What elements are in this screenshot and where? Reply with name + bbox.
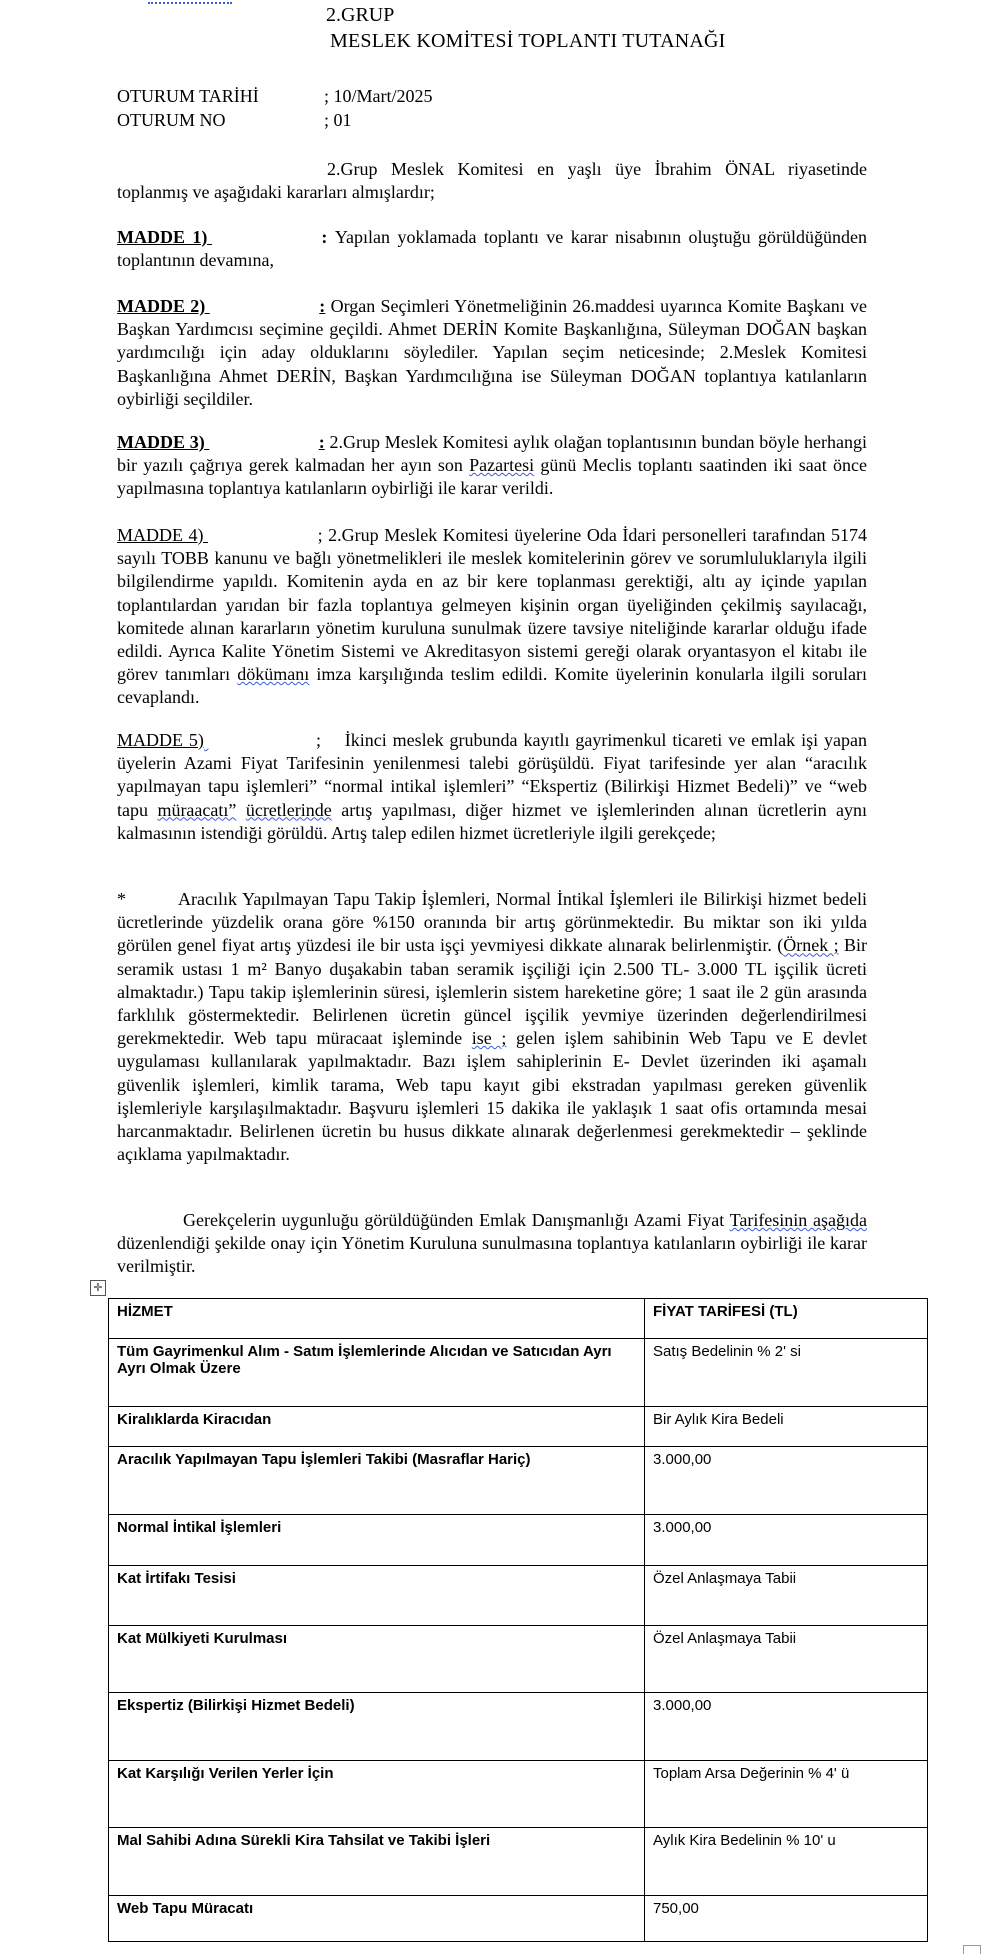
service-cell: Ekspertiz (Bilirkişi Hizmet Bedeli) (109, 1693, 645, 1761)
group-title: 2.GRUP (326, 4, 395, 26)
service-cell: Mal Sahibi Adına Sürekli Kira Tahsilat ve Takibi İşleri (109, 1828, 645, 1896)
spell-mark (148, 0, 232, 4)
session-no-value: ; 01 (324, 110, 352, 130)
fee-cell: 750,00 (645, 1896, 928, 1942)
session-no-row (117, 109, 352, 131)
madde-3: MADDE 3) : 2.Grup Meslek Komitesi aylık olağan toplantısının bundan böyle herhangi bir yazılı çağrıya gerek kalmadan her ayın son Pazartesi günü Meclis toplantı saatinden iki saat önce yapılmasına toplantıya katılanların oybirliği ile karar verildi. (117, 432, 867, 499)
service-cell: Kat Karşılığı Verilen Yerler İçin (109, 1761, 645, 1828)
madde-2-text: Organ Seçimleri Yönetmeliğinin 26.maddesi uyarınca Komite Başkanı ve Başkan Yardımcısı seçimine geçildi. Ahmet DERİN Komite Başkanlığına, Süleyman DOĞAN başkan yardımcılığı için aday olduklarını söylediler. Yapılan seçim neticesinde; 2.Meslek Komitesi Başkanlığına Ahmet DERİN, Başkan Yardımcılığına ise Süleyman DOĞAN toplantıya katılanların oybirliği seçildiler. (117, 296, 867, 409)
madde-3-label: MADDE 3) (117, 432, 205, 452)
fee-cell: 3.000,00 (645, 1515, 928, 1566)
session-date-label: OTURUM TARİHİ (117, 86, 259, 106)
table-row (109, 1693, 928, 1761)
fee-cell: 3.000,00 (645, 1693, 928, 1761)
justification-bullet: * Aracılık Yapılmayan Tapu Takip İşlemleri, Normal İntikal İşlemleri ile Bilirkişi hizmet bedeli ücretlerinde yüzdelik orana göre %150 oranında bir artış görünmektedir. Bu miktar son iki yılda görülen genel fiyat artış yüzdesi ile bir usta işçi yevmiyesi dikkate alınarak belirlenmiştir. (Örnek ; Bir seramik ustası 1 m² Banyo duşakabin taban seramik işçiliği için 2.500 TL- 3.000 TL işçilik ücreti almaktadır.) Tapu takip işlemlerinin süresi, işlemlerin sistem hareketine göre; 1 saat ile 2 gün arasında farklılık göstermektedir. Belirlenen ücretin güncel işçilik yevmiye üzerinden değerlendirilmesi gerekmektedir. Web tapu müracaat işleminde ise ; gelen işlem sahibinin Web Tapu ve E devlet uygulaması kullanılarak yapılmaktadır. Bazı işlem sahiplerinin E- Devlet üzerinden iki aşamalı güvenlik işlemleri, kimlik tarama, Web tapu kayıt gibi ekstradan yapılması gereken güvenlik işlemleriyle karşılaşılmaktadır. Başvuru işlemleri 15 dakika ile yaklaşık 1 saat ofis ortamında mesai harcanmaktadır. Belirlenen ücretin bu husus dikkate alınarak değerlenmesi gerekmektedir – şeklinde açıklama yapılmaktadır. (117, 889, 868, 1165)
table-header-row (109, 1299, 928, 1339)
madde-2: MADDE 2) : Organ Seçimleri Yönetmeliğinin 26.maddesi uyarınca Komite Başkanı ve Başkan Yardımcısı seçimine geçildi. Ahmet DERİN Komite Başkanlığına, Süleyman DOĞAN başkan yardımcılığı için aday olduklarını söylediler. Yapılan seçim neticesinde; 2.Meslek Komitesi Başkanlığına Ahmet DERİN, Başkan Yardımcılığına ise Süleyman DOĞAN toplantıya katılanların oybirliği seçildiler. (117, 296, 867, 409)
service-cell: Tüm Gayrimenkul Alım - Satım İşlemlerinde Alıcıdan ve Satıcıdan Ayrı Ayrı Olmak Üzere (109, 1339, 645, 1407)
table-row (109, 1515, 928, 1566)
table-row (109, 1761, 928, 1828)
intro-paragraph: 2.Grup Meslek Komitesi en yaşlı üye İbrahim ÖNAL riyasetinde toplanmış ve aşağıdaki kararları almışlardır; (117, 159, 867, 203)
fee-cell: Satış Bedelinin % 2' si (645, 1339, 928, 1407)
fee-cell: 3.000,00 (645, 1447, 928, 1515)
table-row (109, 1447, 928, 1515)
madde-4: MADDE 4) ; 2.Grup Meslek Komitesi üyelerine Oda İdari personelleri tarafından 5174 sayılı TOBB kanunu ve bağlı yönetmelikleri ile meslek komitelerinin görev ve sorumluluklarıyla ilgili bilgilendirme yapıldı. Komitenin ayda en az bir kere toplanması gerektiği, altı ay içinde yapılan toplantılardan yarıdan bir fazla toplantıya gelmeyen kişinin organ üyeliğinden çekilmiş sayılacağı, komitede alınan kararların yönetim kuruluna sunulmak üzere tavsiye niteliğinde kararlar olduğu ifade edildi. Ayrıca Kalite Yönetim Sistemi ve Akreditasyon sistemi gereği olarak oryantasyon el kitabı ile görev tanımları dökümanı imza karşılığında teslim edildi. Komite üyelerinin konularla ilgili soruları cevaplandı. (117, 525, 868, 708)
session-date-value: ; 10/Mart/2025 (324, 86, 433, 106)
table-row (109, 1896, 928, 1942)
table-row (109, 1626, 928, 1693)
column-header-service: HİZMET (109, 1299, 645, 1339)
madde-2-label: MADDE 2) (117, 296, 206, 316)
table-move-handle-icon[interactable]: ✛ (90, 1280, 106, 1296)
table-row (109, 1566, 928, 1626)
madde-1: MADDE 1) : Yapılan yoklamada toplantı ve karar nisabının oluştuğu görüldüğünden toplantının devamına, (117, 227, 867, 271)
service-cell: Normal İntikal İşlemleri (109, 1515, 645, 1566)
session-date-row (117, 85, 433, 107)
session-no-label: OTURUM NO (117, 110, 226, 130)
fee-cell: Özel Anlaşmaya Tabii (645, 1566, 928, 1626)
table-row (109, 1407, 928, 1447)
madde-1-text: Yapılan yoklamada toplantı ve karar nisabının oluştuğu görüldüğünden toplantının devamına, (117, 227, 867, 271)
madde-1-label: MADDE 1) (117, 227, 208, 247)
page-corner-mark (963, 1945, 981, 1954)
service-cell: Kat İrtifakı Tesisi (109, 1566, 645, 1626)
fee-cell: Toplam Arsa Değerinin % 4' ü (645, 1761, 928, 1828)
table-row (109, 1339, 928, 1407)
service-cell: Kiralıklarda Kiracıdan (109, 1407, 645, 1447)
table-row (109, 1828, 928, 1896)
fee-cell: Bir Aylık Kira Bedeli (645, 1407, 928, 1447)
service-cell: Aracılık Yapılmayan Tapu İşlemleri Takibi (Masraflar Hariç) (109, 1447, 645, 1515)
bullet-marker: * (117, 889, 126, 909)
fee-cell: Aylık Kira Bedelinin % 10' u (645, 1828, 928, 1896)
service-cell: Web Tapu Müracatı (109, 1896, 645, 1942)
fee-table (108, 1298, 928, 1942)
fee-cell: Özel Anlaşmaya Tabii (645, 1626, 928, 1693)
conclusion-paragraph: Gerekçelerin uygunluğu görüldüğünden Emlak Danışmanlığı Azami Fiyat Tarifesinin aşağıda düzenlendiği şekilde onay için Yönetim Kuruluna sunulmasına toplantıya katılanların oybirliği ile karar verilmiştir. (117, 1210, 867, 1277)
service-cell: Kat Mülkiyeti Kurulması (109, 1626, 645, 1693)
page-title: MESLEK KOMİTESİ TOPLANTI TUTANAĞI (330, 30, 726, 52)
madde-5-label: MADDE 5) (117, 730, 204, 750)
madde-5: MADDE 5) ; İkinci meslek grubunda kayıtlı gayrimenkul ticareti ve emlak işi yapan üyelerin Azami Fiyat Tarifesinin yenilenmesi talebi görüşüldü. Fiyat tarifesinde yer alan “aracılık yapılmayan tapu işlemleri” “normal intikal işlemleri” “Ekspertiz (Bilirkişi Hizmet Bedeli)” ve “web tapu müraacatı” ücretlerinde artış yapılması, diğer hizmet ve işlemlerinden alınan ücretlerin aynı kalmasının istendiği görüldü. Artış talep edilen hizmet ücretleriyle ilgili gerekçede; (117, 730, 868, 843)
column-header-fee: FİYAT TARİFESİ (TL) (645, 1299, 928, 1339)
madde-4-label: MADDE 4) (117, 525, 204, 545)
